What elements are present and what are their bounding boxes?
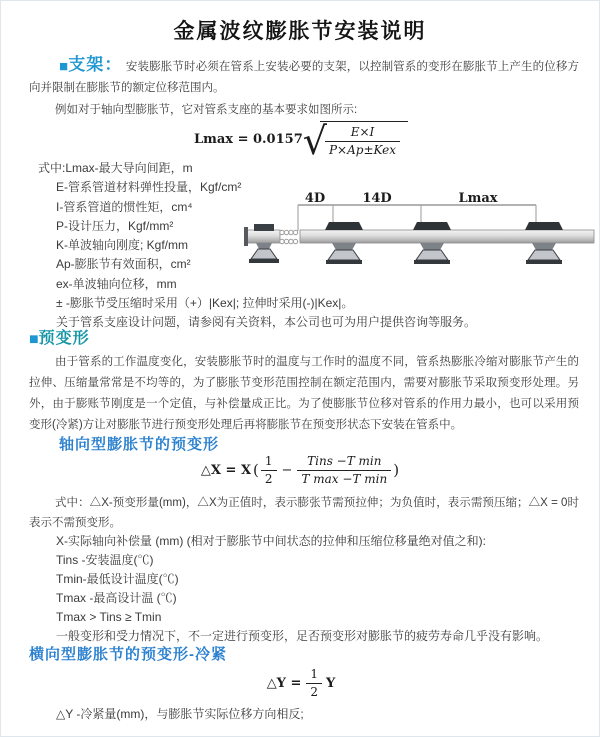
- fraction-denominator: 2: [261, 470, 277, 487]
- fraction-numerator: 1: [310, 666, 319, 681]
- formula-radicand: [320, 121, 408, 158]
- sqrt-radical-icon: √: [302, 118, 327, 163]
- predeform-section-header: [29, 330, 90, 348]
- definition-line: Tmax -最高设计温 (℃): [56, 590, 177, 605]
- definition-line: Tmax > Tins ≥ Tmin: [56, 609, 162, 624]
- lateral-formula-note: △Y -冷紧量(mm)，与膨胀节实际位移方向相反;: [56, 707, 304, 721]
- dim-label-lmax: Lmax: [458, 191, 498, 206]
- support-intro-text: 安装膨胀节时必须在管系上安装必要的支架，以控制管系的变形在膨胀节上产生的位移方向并限制在膨胀节的额定位移范围内。: [29, 61, 580, 94]
- fraction-numerator: Tins −T min: [307, 453, 382, 468]
- fraction-numerator: E×I: [350, 124, 375, 139]
- definition-line: K-单波轴向刚度; Kgf/mm: [56, 238, 189, 253]
- half-fraction: [261, 454, 277, 487]
- pipe-left-segment: [245, 230, 280, 243]
- definition-line: X-实际轴向补偿量 (mm) (相对于膨胀节中间状态的拉伸和压缩位移量绝对值之和):: [56, 534, 486, 548]
- temperature-fraction: [297, 454, 391, 487]
- predeform-paragraph: 由于管系的工作温度变化，安装膨胀节时的温度与工作时的温度不同，管系热膨胀冷缩对膨胀节产生的拉伸、压缩量常常是不均等的，为了膨胀节变形范围控制在额定范围内，需要对膨胀节采取预变形处理。另外，由于膨账节刚度是一个定值，与补偿量成正比。为了使膨胀节位移对管系的作用力最小，也可以采用预变形(冷紧)方让对膨胀节进行预变形处理后再将膨胀节在预变形状态下安装在管系中。: [29, 356, 579, 431]
- support-section-label: 支架：: [68, 55, 123, 74]
- minus-operator: −: [281, 462, 293, 478]
- formula-lhs: △Y =: [266, 675, 302, 691]
- definition-line: Tmin-最低设计温度(℃): [56, 571, 179, 586]
- definition-line: ex-单波轴向位移，mm: [56, 276, 177, 291]
- half-fraction: [306, 667, 322, 700]
- lmax-formula: [1, 118, 600, 163]
- section-square-icon: ■: [59, 58, 69, 75]
- definition-line: ± -膨胀节受压缩时采用（+）|Kex|; 拉伸时采用(-)|Kex|。: [56, 296, 354, 311]
- fraction-numerator: 1: [264, 453, 273, 468]
- definition-line: P-设计压力，Kgf/mm²: [56, 218, 174, 233]
- predeform-section-label: 预变形: [38, 330, 90, 347]
- axial-formula-note: 式中：△X-预变形量(mm)，△X为正值时，表示膨张节需预拉伸；为负值时，表示需预压缩；△X = 0时表示不需预变形。: [29, 497, 579, 529]
- pipe-support-diagram-svg: [244, 191, 596, 269]
- formula-lhs: △X = X: [200, 462, 252, 478]
- page-title: 金属波纹膨胀节安装说明: [173, 20, 427, 43]
- lateral-predeform-formula: [1, 668, 600, 698]
- bellows-icon: [280, 230, 298, 243]
- fraction-denominator: P×Ap±Kex: [325, 141, 400, 158]
- definition-line: 关于管系支座设计问题，请参阅有关资料，本公司也可为用户提供咨询等服务。: [56, 315, 477, 330]
- definition-line: I-管系管道的惯性矩，cm⁴: [56, 199, 193, 214]
- right-paren: ): [393, 461, 400, 479]
- formula-rhs: Y: [326, 675, 336, 691]
- support-example-line: 例如对于轴向型膨胀节，它对管系支座的基本要求如图所示:: [55, 104, 358, 116]
- support-intro-paragraph: [29, 56, 579, 99]
- fraction-denominator: T max −T min: [297, 470, 391, 487]
- fraction-denominator: 2: [306, 683, 322, 700]
- axial-definitions-list: [56, 532, 548, 645]
- section-square-icon: ■: [29, 331, 39, 348]
- pipe-end-cap: [244, 227, 248, 246]
- definition-line: 一般变形和受力情况下，不一定进行预变形，足否预变形对膨胀节的疲劳寿命几乎没有影响。: [56, 628, 549, 643]
- lateral-predeform-heading: 横向型膨胀节的预变形-冷紧: [29, 646, 227, 663]
- definition-line: 式中:Lmax-最大导向间距，m: [38, 161, 193, 175]
- axial-predeform-heading: 轴向型膨胀节的预变形: [59, 436, 220, 453]
- definition-line: E-管系管道材料弹性投量，Kgf/cm²: [56, 180, 242, 195]
- left-paren: (: [253, 461, 259, 479]
- formula-fraction: [325, 125, 400, 158]
- axial-predeform-formula: [1, 453, 600, 487]
- pipe-main-segment: [300, 230, 594, 243]
- formula-lhs: Lmax = 0.0157: [193, 131, 303, 147]
- dim-label-4d: 4D: [304, 191, 326, 206]
- definition-line: Ap-膨胀节有效面积，cm²: [56, 257, 191, 272]
- definition-line: Tins -安装温度(℃): [56, 552, 154, 567]
- dim-label-14d: 14D: [362, 191, 392, 206]
- pipe-support-diagram: [244, 191, 596, 274]
